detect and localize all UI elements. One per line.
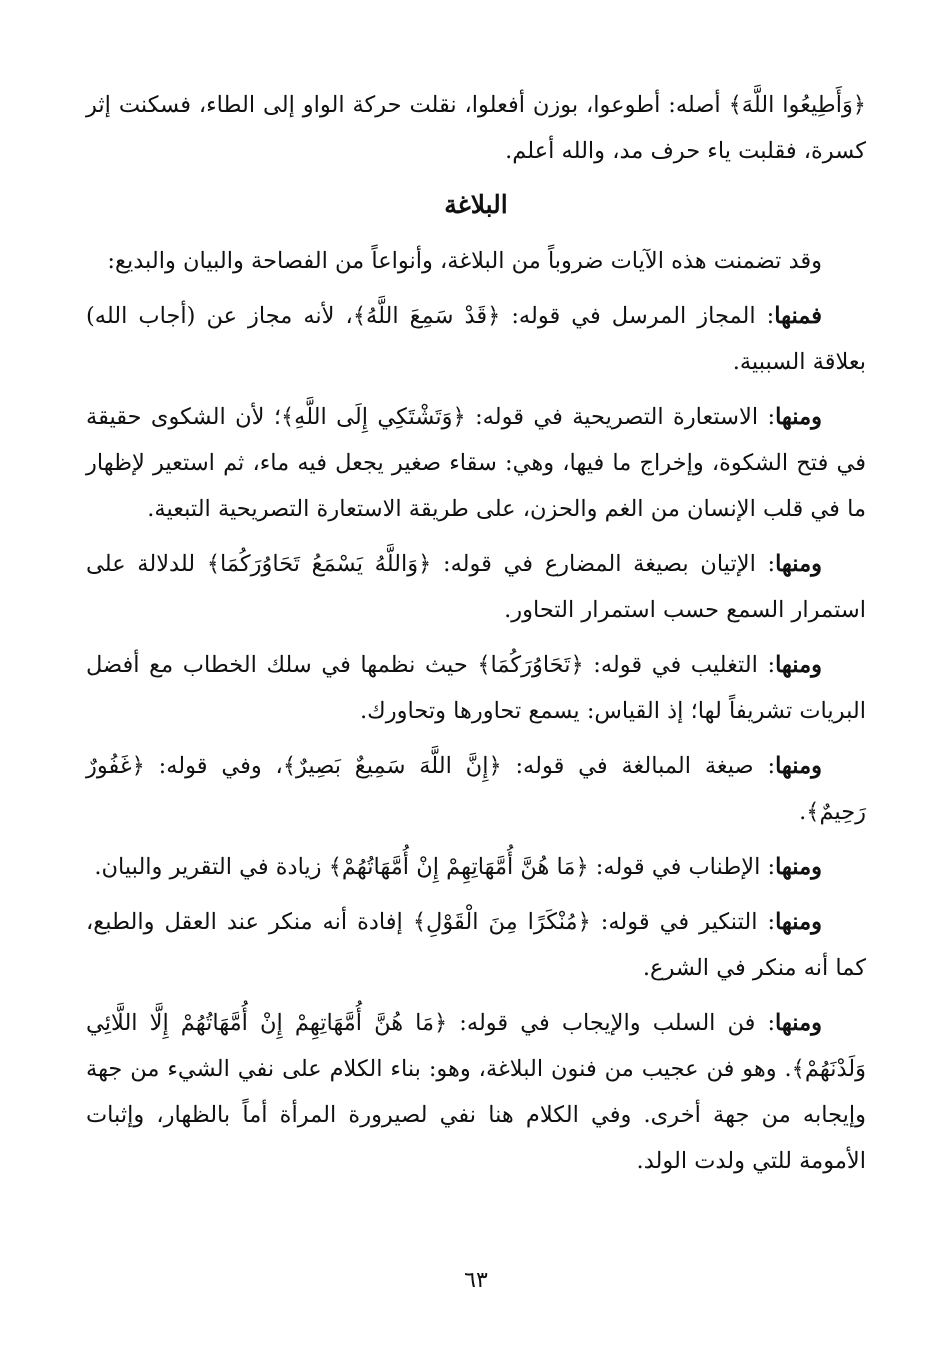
quran-quote: ﴿مَا هُنَّ أُمَّهَاتِهِمْ إِنْ أُمَّهَاتُهُمْ إِلَّا اللَّائِي وَلَدْنَهُمْ﴾ bbox=[86, 1010, 866, 1082]
item-label: ومنها bbox=[775, 753, 822, 779]
quran-quote: ﴿تَحَاوُرَكُمَا﴾ bbox=[477, 652, 584, 678]
quran-quote: ﴿وَتَشْتَكِي إِلَى اللَّهِ﴾ bbox=[280, 404, 466, 430]
quran-quote: ﴿قَدْ سَمِعَ اللَّهُ﴾ bbox=[352, 303, 501, 329]
page-number: ٦٣ bbox=[464, 1268, 488, 1293]
rhetoric-item bbox=[86, 1000, 866, 1184]
quran-quote: ﴿وَأَطِيعُوا اللَّهَ﴾ bbox=[728, 92, 866, 118]
item-label: ومنها bbox=[775, 854, 822, 880]
intro-paragraph bbox=[86, 82, 866, 174]
item-text-after: إفادة أنه منكر عند العقل والطبع، كما أنه منكر في الشرع. bbox=[86, 909, 866, 981]
rhetoric-item bbox=[86, 541, 866, 633]
intro-text: أصله: أطوعوا، بوزن أفعلوا، نقلت حركة الواو إلى الطاء، فسكنت إثر كسرة، فقلبت ياء حرف مد، والله أعلم. bbox=[86, 92, 866, 164]
item-text-before: : المجاز المرسل في قوله: bbox=[500, 303, 775, 329]
item-text-before: : التغليب في قوله: bbox=[583, 652, 776, 678]
item-text-before: : الإطناب في قوله: bbox=[588, 854, 776, 880]
section-title: البلاغة bbox=[444, 190, 508, 219]
rhetoric-item bbox=[86, 293, 866, 385]
rhetoric-item bbox=[86, 394, 866, 532]
quran-quote: ﴿وَاللَّهُ يَسْمَعُ تَحَاوُرَكُمَا﴾ bbox=[206, 551, 432, 577]
item-text-after: حيث نظمها في سلك الخطاب مع أفضل البريات تشريفاً لها؛ إذ القياس: يسمع تحاورها وتحاورك. bbox=[86, 652, 866, 724]
item-text-before: : الاستعارة التصريحية في قوله: bbox=[465, 404, 776, 430]
item-text-after: ، لأنه مجاز عن (أجاب الله) بعلاقة السببية. bbox=[86, 303, 866, 375]
item-label: ومنها bbox=[775, 551, 823, 577]
item-label: ومنها bbox=[775, 404, 822, 430]
quran-quote: ﴿إِنَّ اللَّهَ سَمِيعٌ بَصِيرٌ﴾ bbox=[282, 753, 502, 779]
item-text-after: ؛ لأن الشكوى حقيقة في فتح الشكوة، وإخراج ما فيها، وهي: سقاء صغير يجعل فيه ماء، ثم استعير لإظهار ما في قلب الإنسان من الغم والحزن، على طريقة الاستعارة التصريحية التبعية. bbox=[86, 404, 866, 522]
item-label: ومنها bbox=[775, 1010, 822, 1036]
item-text-after: للدلالة على استمرار السمع حسب استمرار التحاور. bbox=[86, 551, 866, 623]
quran-quote: ﴿مَا هُنَّ أُمَّهَاتِهِمْ إِنْ أُمَّهَاتُهُمْ﴾ bbox=[328, 854, 589, 880]
lead-paragraph: وقد تضمنت هذه الآيات ضروباً من البلاغة، وأنواعاً من الفصاحة والبيان والبديع: bbox=[107, 248, 822, 274]
rhetoric-item bbox=[86, 642, 866, 734]
item-text-after: ، وفي قوله: ﴿غَفُورٌ رَحِيمٌ﴾. bbox=[86, 753, 866, 825]
item-label: ومنها bbox=[775, 652, 822, 678]
page-body bbox=[86, 82, 866, 1193]
item-text-before: : الإتيان بصيغة المضارع في قوله: bbox=[431, 551, 776, 577]
item-text-after: . وهو فن عجيب من فنون البلاغة، وهو: بناء الكلام على نفي الشيء من جهة وإيجابه من جهة أخرى. وفي الكلام هنا نفي لصيرورة المرأة أماً بالظهار، وإثبات الأمومة للتي ولدت الولد. bbox=[86, 1056, 866, 1174]
rhetoric-item bbox=[86, 899, 866, 991]
item-label: ومنها bbox=[775, 909, 822, 935]
item-text-before: : التنكير في قوله: bbox=[590, 909, 776, 935]
rhetoric-item bbox=[86, 844, 866, 890]
item-text-before: : فن السلب والإيجاب في قوله: bbox=[447, 1010, 776, 1036]
rhetoric-item bbox=[86, 743, 866, 835]
item-text-after: زيادة في التقرير والبيان. bbox=[94, 854, 329, 880]
item-text-before: : صيغة المبالغة في قوله: bbox=[501, 753, 776, 779]
quran-quote: ﴿مُنْكَرًا مِنَ الْقَوْلِ﴾ bbox=[412, 909, 591, 935]
item-label: فمنها bbox=[774, 303, 823, 329]
